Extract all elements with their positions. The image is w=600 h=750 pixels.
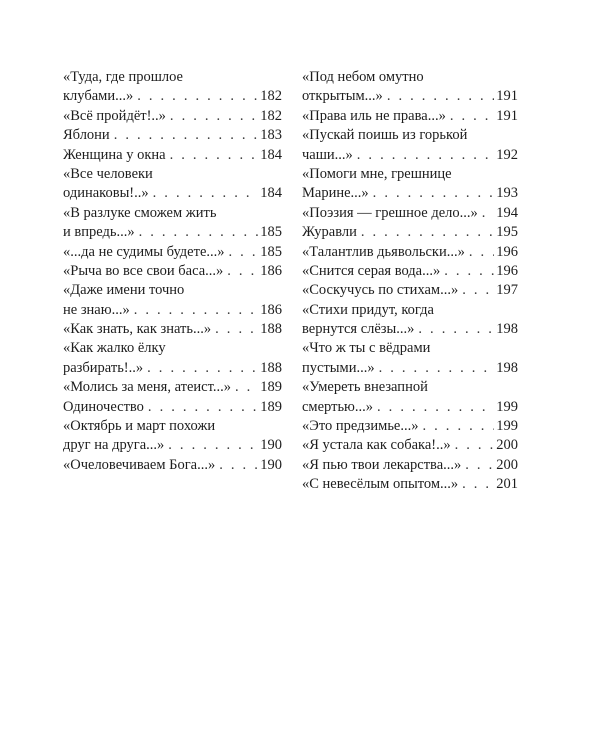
- toc-entry: [63, 281, 282, 320]
- page-number: 185: [260, 243, 282, 260]
- toc-entry-line: [302, 68, 518, 87]
- toc-entry-title: «Все человеки: [63, 165, 153, 182]
- toc-entry: [302, 475, 518, 494]
- toc-entry-title: чаши...»: [302, 146, 353, 163]
- toc-entry: [63, 320, 282, 339]
- toc-entry-title: друг на друга...»: [63, 437, 165, 454]
- toc-entry-title: одинаковы!..»: [63, 185, 149, 202]
- toc-entry-title: «Соскучусь по стихам...»: [302, 282, 459, 299]
- page-number: 199: [496, 398, 518, 415]
- toc-entry-title: Женщина у окна: [63, 146, 166, 163]
- toc-entry-line: [302, 301, 518, 320]
- toc-entry-title: смертью...»: [302, 398, 374, 415]
- toc-entry-line: [63, 301, 282, 320]
- toc-entry-line: [302, 204, 518, 223]
- dot-leader: [455, 436, 495, 455]
- page-number: 200: [496, 456, 518, 473]
- toc-entry-line: [302, 184, 518, 203]
- toc-entry-line: [63, 184, 282, 203]
- toc-entry-line: [63, 378, 282, 397]
- page-number: 191: [496, 88, 518, 105]
- toc-entry-title: вернутся слёзы...»: [302, 321, 415, 338]
- toc-entry-title: Журавли: [302, 224, 357, 241]
- toc-entry-line: [63, 262, 282, 281]
- dot-leader: [219, 456, 258, 475]
- toc-entry-line: [302, 417, 518, 436]
- dot-leader: [134, 301, 259, 320]
- toc-entry-title: Марине...»: [302, 185, 369, 202]
- toc-entry-line: [302, 475, 518, 494]
- toc-entry-line: [63, 126, 282, 145]
- toc-entry-line: [302, 165, 518, 184]
- toc-entry-title: «Молись за меня, атеист...»: [63, 379, 231, 396]
- toc-entry-title: «Талантлив дьявольски...»: [302, 243, 465, 260]
- toc-column-right: [302, 68, 518, 495]
- toc-entry-line: [63, 281, 282, 300]
- dot-leader: [168, 436, 258, 455]
- toc-entry-title: открытым...»: [302, 88, 383, 105]
- page-number: 184: [260, 185, 282, 202]
- toc-entry-title: «Пускай поишь из горькой: [302, 127, 468, 144]
- toc-entry: [63, 146, 282, 165]
- toc-entry: [302, 301, 518, 340]
- toc-entry-title: «Я устала как собака!..»: [302, 437, 451, 454]
- toc-entry-title: «Помоги мне, грешнице: [302, 165, 452, 182]
- page-number: 188: [260, 359, 282, 376]
- dot-leader: [379, 359, 495, 378]
- toc-entry-title: Одиночество: [63, 398, 144, 415]
- toc-entry-line: [302, 281, 518, 300]
- toc-entry: [63, 107, 282, 126]
- toc-entry: [302, 204, 518, 223]
- toc-entry-line: [63, 165, 282, 184]
- dot-leader: [462, 475, 494, 494]
- dot-leader: [418, 320, 494, 339]
- toc-entry-title: «Как жалко ёлку: [63, 340, 166, 357]
- toc-entry-line: [302, 320, 518, 339]
- dot-leader: [153, 184, 259, 203]
- toc-entry-line: [302, 87, 518, 106]
- dot-leader: [482, 204, 495, 223]
- toc-entry-title: «С невесёлым опытом...»: [302, 476, 459, 493]
- toc-entry-line: [302, 456, 518, 475]
- toc-entry: [302, 126, 518, 165]
- toc-entry-line: [302, 107, 518, 126]
- toc-entry: [302, 281, 518, 300]
- toc-entry-title: «Я пью твои лекарства...»: [302, 456, 462, 473]
- page-number: 192: [496, 146, 518, 163]
- page-number: 189: [260, 379, 282, 396]
- dot-leader: [139, 223, 259, 242]
- page-number: 182: [260, 88, 282, 105]
- page-number: 188: [260, 321, 282, 338]
- dot-leader: [137, 87, 258, 106]
- toc-entry-title: «Права иль не права...»: [302, 107, 446, 124]
- toc-entry-line: [302, 262, 518, 281]
- toc-entry-title: «...да не судимы будете...»: [63, 243, 225, 260]
- page-number: 196: [496, 262, 518, 279]
- toc-entry-line: [63, 320, 282, 339]
- toc-entry-line: [63, 436, 282, 455]
- dot-leader: [215, 320, 258, 339]
- toc-entry-title: «Всё пройдёт!..»: [63, 107, 166, 124]
- dot-leader: [465, 456, 494, 475]
- page-number: 198: [496, 321, 518, 338]
- dot-leader: [148, 398, 258, 417]
- toc-entry-line: [63, 398, 282, 417]
- toc-entry-line: [302, 436, 518, 455]
- toc-entry-title: «Очеловечиваем Бога...»: [63, 456, 216, 473]
- toc-entry-title: «Как знать, как знать...»: [63, 321, 212, 338]
- dot-leader: [170, 146, 259, 165]
- dot-leader: [114, 126, 259, 145]
- dot-leader: [235, 378, 258, 397]
- toc-entry-line: [302, 146, 518, 165]
- toc-entry-line: [63, 359, 282, 378]
- toc-entry: [302, 378, 518, 417]
- toc-entry-title: «Рыча во все свои баса...»: [63, 262, 224, 279]
- toc-entry: [63, 126, 282, 145]
- toc-entry-line: [302, 126, 518, 145]
- toc-entry-title: «Поэзия — грешное дело...»: [302, 204, 478, 221]
- toc-entry-line: [302, 378, 518, 397]
- page-number: 190: [260, 456, 282, 473]
- dot-leader: [227, 262, 258, 281]
- toc-entry-title: Яблони: [63, 127, 110, 144]
- toc-entry-line: [63, 417, 282, 436]
- toc-entry-title: разбирать!..»: [63, 359, 144, 376]
- page-number: 200: [496, 437, 518, 454]
- page-number: 184: [260, 146, 282, 163]
- toc-entry-line: [63, 456, 282, 475]
- page-number: 195: [496, 224, 518, 241]
- toc-entry: [63, 456, 282, 475]
- dot-leader: [444, 262, 494, 281]
- toc-entry-title: «Туда, где прошлое: [63, 69, 183, 85]
- toc-entry: [302, 165, 518, 204]
- toc-entry-line: [63, 204, 282, 223]
- page-number: 190: [260, 437, 282, 454]
- dot-leader: [373, 184, 495, 203]
- dot-leader: [387, 87, 494, 106]
- toc-entry-title: «Что ж ты с вёдрами: [302, 340, 431, 357]
- toc-entry: [63, 204, 282, 243]
- toc-entry: [302, 107, 518, 126]
- page-number: 189: [260, 398, 282, 415]
- toc-entry: [302, 243, 518, 262]
- toc-entry-line: [63, 68, 282, 87]
- toc-entry-title: не знаю...»: [63, 301, 130, 318]
- page-number: 186: [260, 301, 282, 318]
- dot-leader: [423, 417, 495, 436]
- toc-entry: [63, 262, 282, 281]
- page-number: 185: [260, 224, 282, 241]
- toc-entry: [63, 417, 282, 456]
- toc-entry-line: [63, 107, 282, 126]
- dot-leader: [377, 398, 494, 417]
- toc-entry-title: и впредь...»: [63, 224, 135, 241]
- toc-entry-line: [302, 243, 518, 262]
- toc-entry-title: «В разлуке сможем жить: [63, 204, 217, 221]
- toc-entry: [302, 339, 518, 378]
- page-number: 186: [260, 262, 282, 279]
- toc-entry-title: пустыми...»: [302, 359, 375, 376]
- page-number: 183: [260, 127, 282, 144]
- toc-entry-line: [302, 339, 518, 358]
- toc-entry-title: «Стихи придут, когда: [302, 301, 434, 318]
- toc-entry-title: «Снится серая вода...»: [302, 262, 441, 279]
- toc-entry-line: [302, 398, 518, 417]
- page-number: 197: [496, 282, 518, 299]
- toc-entry-title: «Это предзимье...»: [302, 418, 419, 435]
- toc-entry-title: клубами...»: [63, 88, 134, 105]
- toc-column-left: [63, 68, 282, 475]
- dot-leader: [450, 107, 494, 126]
- toc-entry-line: [63, 339, 282, 358]
- page-number: 196: [496, 243, 518, 260]
- toc-entry-line: [63, 223, 282, 242]
- toc-entry: [63, 243, 282, 262]
- toc-entry-title: «Под небом омутно: [302, 69, 424, 85]
- toc-entry: [302, 223, 518, 242]
- dot-leader: [469, 243, 494, 262]
- page-number: 182: [260, 107, 282, 124]
- toc-entry: [302, 68, 518, 107]
- toc-entry: [63, 165, 282, 204]
- toc-entry: [63, 68, 282, 107]
- page-number: 194: [496, 204, 518, 221]
- dot-leader: [462, 281, 494, 300]
- dot-leader: [170, 107, 258, 126]
- toc-entry: [302, 417, 518, 436]
- dot-leader: [147, 359, 258, 378]
- toc-entry: [302, 456, 518, 475]
- dot-leader: [357, 146, 494, 165]
- dot-leader: [361, 223, 494, 242]
- toc-entry: [63, 339, 282, 378]
- toc-entry-line: [63, 243, 282, 262]
- page-number: 198: [496, 359, 518, 376]
- page-number: 199: [496, 418, 518, 435]
- toc-entry: [302, 262, 518, 281]
- toc-entry: [63, 378, 282, 397]
- page-number: 193: [496, 185, 518, 202]
- toc-entry: [302, 436, 518, 455]
- toc-entry-line: [302, 223, 518, 242]
- toc-entry-line: [63, 146, 282, 165]
- dot-leader: [229, 243, 259, 262]
- page-number: 201: [496, 476, 518, 493]
- toc-entry: [63, 398, 282, 417]
- toc-entry-line: [63, 87, 282, 106]
- page-number: 191: [496, 107, 518, 124]
- toc-entry-title: «Октябрь и март похожи: [63, 418, 216, 435]
- toc-entry-line: [302, 359, 518, 378]
- toc-entry-title: «Умереть внезапной: [302, 379, 428, 396]
- toc-entry-title: «Даже имени точно: [63, 282, 185, 299]
